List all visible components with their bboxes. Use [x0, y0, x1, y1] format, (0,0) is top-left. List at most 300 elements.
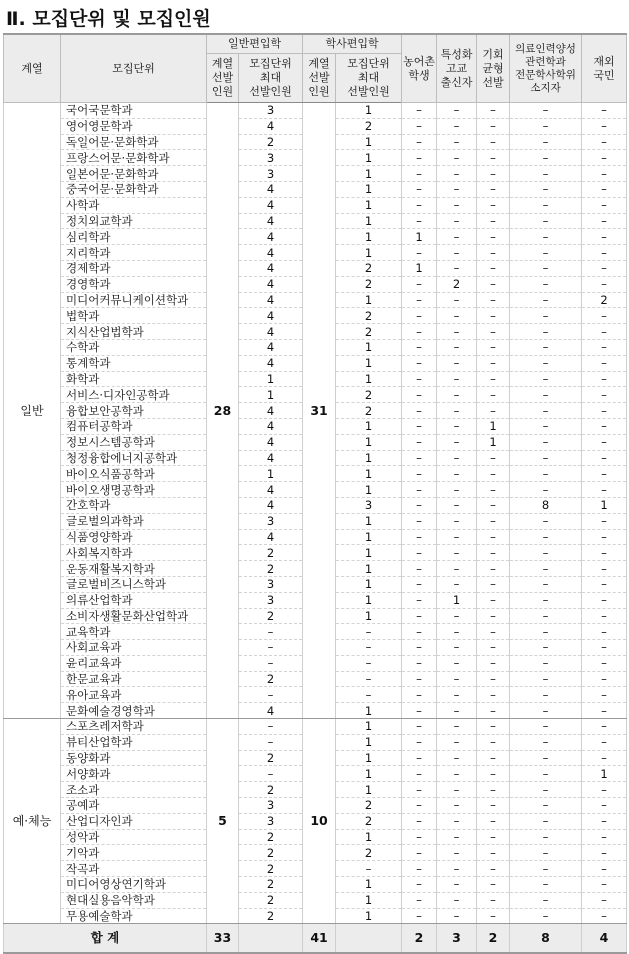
group-name: 일반 — [4, 103, 61, 719]
overseas-korean-count: – — [582, 829, 627, 845]
vocational-count: – — [437, 545, 477, 561]
total-farm: 2 — [402, 924, 437, 954]
gen-unit-max: – — [239, 624, 303, 640]
vocational-count: – — [437, 877, 477, 893]
overseas-korean-count: – — [582, 166, 627, 182]
bac-unit-max: 2 — [336, 813, 402, 829]
header-bachelor-transfer: 학사편입학 — [303, 34, 402, 54]
equal-opportunity-count: – — [477, 892, 510, 908]
overseas-korean-count: – — [582, 798, 627, 814]
overseas-korean-count: – — [582, 355, 627, 371]
bac-unit-max: 3 — [336, 497, 402, 513]
unit-name: 성악과 — [61, 829, 207, 845]
overseas-korean-count: – — [582, 181, 627, 197]
vocational-count: – — [437, 513, 477, 529]
vocational-count: – — [437, 782, 477, 798]
header-gen-unit-max: 모집단위 최대 선발인원 — [239, 54, 303, 103]
overseas-korean-count: – — [582, 134, 627, 150]
medical-count: – — [510, 608, 582, 624]
equal-opportunity-count: – — [477, 813, 510, 829]
unit-name: 동양화과 — [61, 750, 207, 766]
medical-count: – — [510, 766, 582, 782]
equal-opportunity-count: – — [477, 671, 510, 687]
bac-unit-max: 1 — [336, 103, 402, 119]
gen-unit-max: 4 — [239, 482, 303, 498]
vocational-count: – — [437, 750, 477, 766]
vocational-count: – — [437, 118, 477, 134]
gen-unit-max: 4 — [239, 355, 303, 371]
farm-count: – — [402, 908, 437, 924]
vocational-count: – — [437, 150, 477, 166]
vocational-count: – — [437, 213, 477, 229]
bac-unit-max: 1 — [336, 592, 402, 608]
total-overseas-korean: 4 — [582, 924, 627, 954]
medical-count: – — [510, 545, 582, 561]
vocational-count: – — [437, 640, 477, 656]
gen-unit-max: 4 — [239, 181, 303, 197]
gen-unit-max: 2 — [239, 608, 303, 624]
equal-opportunity-count: – — [477, 387, 510, 403]
bac-unit-max: 1 — [336, 829, 402, 845]
unit-name: 작곡과 — [61, 861, 207, 877]
farm-count: – — [402, 655, 437, 671]
medical-count: – — [510, 719, 582, 735]
overseas-korean-count: – — [582, 608, 627, 624]
header-farm: 농어촌 학생 — [402, 34, 437, 103]
bac-unit-max: 2 — [336, 798, 402, 814]
farm-count: – — [402, 624, 437, 640]
overseas-korean-count: – — [582, 545, 627, 561]
gen-unit-max: 4 — [239, 450, 303, 466]
overseas-korean-count: – — [582, 103, 627, 119]
equal-opportunity-count: – — [477, 655, 510, 671]
vocational-count: – — [437, 829, 477, 845]
overseas-korean-count: – — [582, 339, 627, 355]
unit-name: 통계학과 — [61, 355, 207, 371]
page-title: Ⅱ. 모집단위 및 모집인원 — [6, 8, 211, 30]
bac-unit-max: 1 — [336, 371, 402, 387]
unit-name: 프랑스어문·문화학과 — [61, 150, 207, 166]
equal-opportunity-count: – — [477, 719, 510, 735]
overseas-korean-count: – — [582, 719, 627, 735]
medical-count: – — [510, 798, 582, 814]
vocational-count: – — [437, 308, 477, 324]
vocational-count: – — [437, 245, 477, 261]
gen-unit-max: 4 — [239, 324, 303, 340]
vocational-count: – — [437, 766, 477, 782]
equal-opportunity-count: – — [477, 561, 510, 577]
overseas-korean-count: – — [582, 387, 627, 403]
unit-name: 조소과 — [61, 782, 207, 798]
total-general: 33 — [207, 924, 239, 954]
overseas-korean-count: – — [582, 324, 627, 340]
gen-unit-max: 4 — [239, 418, 303, 434]
vocational-count: – — [437, 908, 477, 924]
gen-unit-max: 3 — [239, 813, 303, 829]
equal-opportunity-count: – — [477, 466, 510, 482]
overseas-korean-count: – — [582, 513, 627, 529]
bac-unit-max: 1 — [336, 134, 402, 150]
unit-name: 청정융합에너지공학과 — [61, 450, 207, 466]
admission-quota-table — [3, 33, 627, 954]
vocational-count: – — [437, 166, 477, 182]
vocational-count: – — [437, 387, 477, 403]
overseas-korean-count: – — [582, 861, 627, 877]
vocational-count: – — [437, 103, 477, 119]
vocational-count: – — [437, 292, 477, 308]
total-empty-cell — [336, 924, 402, 954]
total-row — [4, 924, 627, 954]
gen-unit-max: 2 — [239, 561, 303, 577]
unit-name: 화학과 — [61, 371, 207, 387]
farm-count: – — [402, 308, 437, 324]
overseas-korean-count: – — [582, 197, 627, 213]
medical-count: – — [510, 260, 582, 276]
equal-opportunity-count: – — [477, 750, 510, 766]
unit-name: 중국어문·문화학과 — [61, 181, 207, 197]
total-label: 합 계 — [4, 924, 207, 954]
medical-count: – — [510, 213, 582, 229]
gen-unit-max: 4 — [239, 245, 303, 261]
farm-count: – — [402, 750, 437, 766]
unit-name: 영어영문학과 — [61, 118, 207, 134]
gen-unit-max: 4 — [239, 308, 303, 324]
gen-unit-max: 1 — [239, 466, 303, 482]
vocational-count: – — [437, 134, 477, 150]
bac-unit-max: 1 — [336, 561, 402, 577]
farm-count: – — [402, 450, 437, 466]
table-row — [4, 719, 627, 735]
farm-count: – — [402, 766, 437, 782]
medical-count: – — [510, 150, 582, 166]
vocational-count: – — [437, 450, 477, 466]
bac-group-total: 10 — [303, 719, 336, 924]
bac-unit-max: 2 — [336, 845, 402, 861]
bac-unit-max: 1 — [336, 292, 402, 308]
vocational-count: – — [437, 671, 477, 687]
farm-count: – — [402, 371, 437, 387]
unit-name: 사회교육과 — [61, 640, 207, 656]
unit-name: 무용예술학과 — [61, 908, 207, 924]
bac-unit-max: 2 — [336, 260, 402, 276]
medical-count: – — [510, 624, 582, 640]
medical-count: – — [510, 276, 582, 292]
farm-count: – — [402, 339, 437, 355]
vocational-count: – — [437, 719, 477, 735]
vocational-count: – — [437, 892, 477, 908]
unit-name: 문화예술경영학과 — [61, 703, 207, 719]
overseas-korean-count: – — [582, 276, 627, 292]
medical-count: – — [510, 640, 582, 656]
unit-name: 지리학과 — [61, 245, 207, 261]
bac-unit-max: – — [336, 671, 402, 687]
medical-count: – — [510, 655, 582, 671]
unit-name: 융합보안공학과 — [61, 403, 207, 419]
vocational-count: – — [437, 229, 477, 245]
vocational-count: – — [437, 813, 477, 829]
vocational-count: – — [437, 434, 477, 450]
medical-count: – — [510, 418, 582, 434]
farm-count: – — [402, 845, 437, 861]
farm-count: – — [402, 166, 437, 182]
medical-count: – — [510, 908, 582, 924]
equal-opportunity-count: – — [477, 624, 510, 640]
overseas-korean-count: – — [582, 482, 627, 498]
vocational-count: – — [437, 482, 477, 498]
farm-count: 1 — [402, 260, 437, 276]
farm-count: – — [402, 703, 437, 719]
gen-group-total: 28 — [207, 103, 239, 719]
farm-count: – — [402, 813, 437, 829]
equal-opportunity-count: – — [477, 371, 510, 387]
bac-unit-max: 1 — [336, 608, 402, 624]
gen-unit-max: 2 — [239, 750, 303, 766]
total-equal-opportunity: 2 — [477, 924, 510, 954]
bac-unit-max: 1 — [336, 513, 402, 529]
vocational-count: – — [437, 529, 477, 545]
gen-unit-max: 4 — [239, 497, 303, 513]
farm-count: – — [402, 118, 437, 134]
overseas-korean-count: – — [582, 229, 627, 245]
equal-opportunity-count: – — [477, 798, 510, 814]
gen-unit-max: 3 — [239, 513, 303, 529]
unit-name: 글로벌의과학과 — [61, 513, 207, 529]
total-bachelor: 41 — [303, 924, 336, 954]
overseas-korean-count: – — [582, 403, 627, 419]
vocational-count: – — [437, 197, 477, 213]
bac-unit-max: 1 — [336, 908, 402, 924]
unit-name: 한문교육과 — [61, 671, 207, 687]
overseas-korean-count: – — [582, 892, 627, 908]
equal-opportunity-count: – — [477, 403, 510, 419]
medical-count: – — [510, 845, 582, 861]
medical-count: – — [510, 782, 582, 798]
overseas-korean-count: – — [582, 908, 627, 924]
equal-opportunity-count: – — [477, 734, 510, 750]
unit-name: 경제학과 — [61, 260, 207, 276]
equal-opportunity-count: – — [477, 181, 510, 197]
gen-unit-max: 3 — [239, 166, 303, 182]
vocational-count: – — [437, 497, 477, 513]
farm-count: – — [402, 497, 437, 513]
farm-count: – — [402, 181, 437, 197]
equal-opportunity-count: – — [477, 545, 510, 561]
vocational-count: – — [437, 324, 477, 340]
vocational-count: – — [437, 861, 477, 877]
unit-name: 의류산업학과 — [61, 592, 207, 608]
bac-unit-max: 1 — [336, 418, 402, 434]
header-bac-group-quota: 계열 선발 인원 — [303, 54, 336, 103]
gen-unit-max: 4 — [239, 434, 303, 450]
vocational-count: – — [437, 403, 477, 419]
bac-unit-max: 1 — [336, 877, 402, 893]
medical-count: – — [510, 387, 582, 403]
header-gen-group-quota: 계열 선발 인원 — [207, 54, 239, 103]
group-name: 예·체능 — [4, 719, 61, 924]
farm-count: – — [402, 324, 437, 340]
bac-unit-max: 1 — [336, 545, 402, 561]
bac-unit-max: – — [336, 655, 402, 671]
vocational-count: – — [437, 798, 477, 814]
overseas-korean-count: – — [582, 150, 627, 166]
bac-unit-max: 1 — [336, 782, 402, 798]
medical-count: – — [510, 103, 582, 119]
gen-unit-max: 4 — [239, 292, 303, 308]
unit-name: 정보시스템공학과 — [61, 434, 207, 450]
bac-unit-max: 2 — [336, 276, 402, 292]
medical-count: – — [510, 734, 582, 750]
bac-unit-max: – — [336, 640, 402, 656]
medical-count: – — [510, 750, 582, 766]
medical-count: – — [510, 466, 582, 482]
equal-opportunity-count: – — [477, 260, 510, 276]
unit-name: 서양화과 — [61, 766, 207, 782]
gen-unit-max: 2 — [239, 892, 303, 908]
overseas-korean-count: – — [582, 750, 627, 766]
medical-count: – — [510, 339, 582, 355]
gen-unit-max: 3 — [239, 576, 303, 592]
equal-opportunity-count: – — [477, 640, 510, 656]
farm-count: 1 — [402, 229, 437, 245]
gen-unit-max: 4 — [239, 339, 303, 355]
bac-unit-max: 1 — [336, 734, 402, 750]
equal-opportunity-count: – — [477, 355, 510, 371]
unit-name: 서비스·디자인공학과 — [61, 387, 207, 403]
gen-unit-max: – — [239, 655, 303, 671]
overseas-korean-count: – — [582, 118, 627, 134]
overseas-korean-count: – — [582, 592, 627, 608]
unit-name: 미디어커뮤니케이션학과 — [61, 292, 207, 308]
gen-unit-max: 4 — [239, 118, 303, 134]
total-empty-cell — [239, 924, 303, 954]
bac-unit-max: 1 — [336, 750, 402, 766]
unit-name: 법학과 — [61, 308, 207, 324]
bac-unit-max: – — [336, 624, 402, 640]
overseas-korean-count: – — [582, 703, 627, 719]
unit-name: 식품영양학과 — [61, 529, 207, 545]
farm-count: – — [402, 892, 437, 908]
medical-count: – — [510, 892, 582, 908]
farm-count: – — [402, 576, 437, 592]
farm-count: – — [402, 355, 437, 371]
bac-unit-max: 1 — [336, 466, 402, 482]
gen-unit-max: 4 — [239, 529, 303, 545]
equal-opportunity-count: – — [477, 276, 510, 292]
table-row — [4, 103, 627, 119]
gen-unit-max: 1 — [239, 371, 303, 387]
medical-count: – — [510, 324, 582, 340]
equal-opportunity-count: – — [477, 103, 510, 119]
equal-opportunity-count: – — [477, 482, 510, 498]
unit-name: 공예과 — [61, 798, 207, 814]
overseas-korean-count: – — [582, 371, 627, 387]
gen-unit-max: 2 — [239, 845, 303, 861]
gen-unit-max: – — [239, 640, 303, 656]
equal-opportunity-count: – — [477, 877, 510, 893]
bac-unit-max: – — [336, 687, 402, 703]
medical-count: – — [510, 229, 582, 245]
medical-count: – — [510, 434, 582, 450]
medical-count: – — [510, 592, 582, 608]
equal-opportunity-count: – — [477, 529, 510, 545]
medical-count: – — [510, 308, 582, 324]
unit-name: 현대실용음악학과 — [61, 892, 207, 908]
vocational-count: – — [437, 418, 477, 434]
bac-unit-max: 1 — [336, 181, 402, 197]
farm-count: – — [402, 671, 437, 687]
farm-count: – — [402, 213, 437, 229]
equal-opportunity-count: – — [477, 150, 510, 166]
equal-opportunity-count: – — [477, 308, 510, 324]
bac-unit-max: 1 — [336, 245, 402, 261]
unit-name: 유아교육과 — [61, 687, 207, 703]
gen-unit-max: 2 — [239, 782, 303, 798]
farm-count: – — [402, 734, 437, 750]
equal-opportunity-count: – — [477, 861, 510, 877]
medical-count: – — [510, 355, 582, 371]
vocational-count: – — [437, 466, 477, 482]
farm-count: – — [402, 861, 437, 877]
equal-opportunity-count: – — [477, 592, 510, 608]
header-unit: 모집단위 — [61, 34, 207, 103]
bac-unit-max: 1 — [336, 719, 402, 735]
bac-unit-max: 1 — [336, 434, 402, 450]
vocational-count: – — [437, 655, 477, 671]
overseas-korean-count: – — [582, 529, 627, 545]
overseas-korean-count: – — [582, 561, 627, 577]
bac-unit-max: 1 — [336, 766, 402, 782]
header-overseas-korean: 재외 국민 — [582, 34, 627, 103]
equal-opportunity-count: – — [477, 829, 510, 845]
medical-count: – — [510, 166, 582, 182]
farm-count: – — [402, 608, 437, 624]
header-vocational: 특성화 고교 출신자 — [437, 34, 477, 103]
gen-unit-max: 3 — [239, 592, 303, 608]
unit-name: 스포츠레저학과 — [61, 719, 207, 735]
overseas-korean-count: – — [582, 245, 627, 261]
farm-count: – — [402, 513, 437, 529]
header-general-transfer: 일반편입학 — [207, 34, 303, 54]
overseas-korean-count: – — [582, 624, 627, 640]
equal-opportunity-count: – — [477, 608, 510, 624]
gen-unit-max: – — [239, 687, 303, 703]
vocational-count: – — [437, 181, 477, 197]
medical-count: 8 — [510, 497, 582, 513]
total-medical: 8 — [510, 924, 582, 954]
equal-opportunity-count: – — [477, 497, 510, 513]
equal-opportunity-count: – — [477, 339, 510, 355]
gen-unit-max: 2 — [239, 671, 303, 687]
vocational-count: – — [437, 371, 477, 387]
header-equal-opportunity: 기회 균형 선발 — [477, 34, 510, 103]
bac-unit-max: 1 — [336, 213, 402, 229]
overseas-korean-count: – — [582, 450, 627, 466]
medical-count: – — [510, 245, 582, 261]
equal-opportunity-count: – — [477, 324, 510, 340]
vocational-count: – — [437, 624, 477, 640]
unit-name: 지식산업법학과 — [61, 324, 207, 340]
bac-unit-max: 2 — [336, 324, 402, 340]
equal-opportunity-count: – — [477, 118, 510, 134]
bac-unit-max: 1 — [336, 355, 402, 371]
unit-name: 국어국문학과 — [61, 103, 207, 119]
medical-count: – — [510, 529, 582, 545]
medical-count: – — [510, 371, 582, 387]
gen-unit-max: 3 — [239, 103, 303, 119]
equal-opportunity-count: – — [477, 766, 510, 782]
unit-name: 기악과 — [61, 845, 207, 861]
equal-opportunity-count: – — [477, 908, 510, 924]
